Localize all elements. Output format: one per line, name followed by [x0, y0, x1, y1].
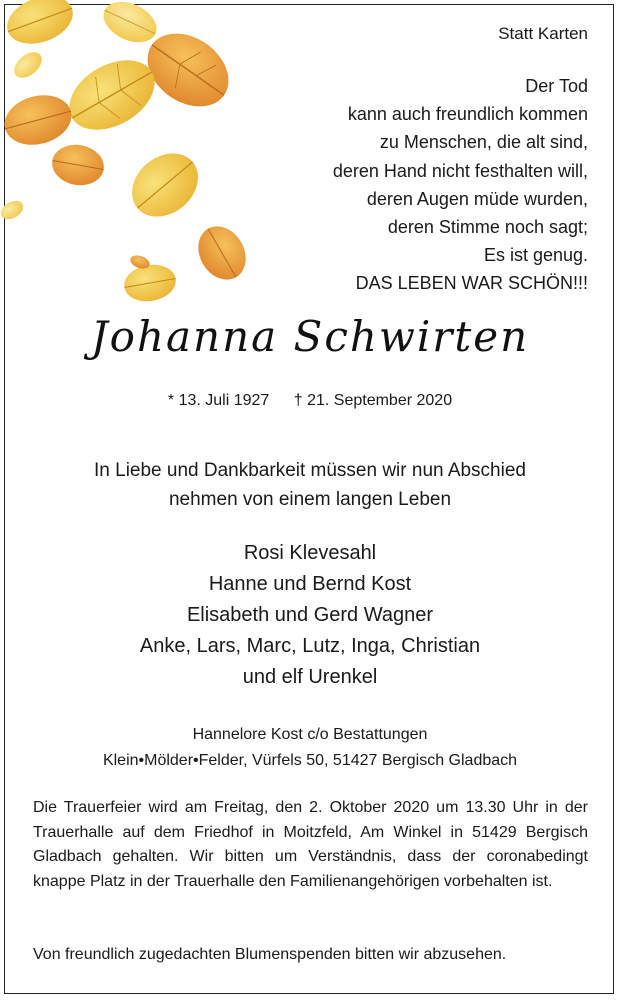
poem-line: Es ist genug.	[483, 245, 588, 266]
flowers-note: Von freundlich zugedachten Blumenspenden bitten wir abzusehen.	[33, 946, 507, 963]
poem-line: DAS LEBEN WAR SCHÖN!!!	[355, 273, 588, 294]
leaf-icon	[189, 218, 250, 288]
leaf-icon	[9, 47, 46, 83]
leaf-icon	[121, 261, 178, 305]
poem-line: kann auch freundlich kommen	[347, 104, 588, 125]
contact-line: Hannelore Kost c/o Bestattungen	[192, 726, 428, 743]
contact-address	[0, 722, 620, 774]
mourners-list	[0, 538, 620, 693]
death-date: † 21. September 2020	[293, 392, 453, 409]
ceremony-info: Die Trauerfeier wird am Freitag, den 2. Oktober 2020 um 13.30 Uhr in der Trauerhalle auf dem Friedhof in Moitzfeld, Am Winkel in 51429 Bergisch Gladbach gehalten. Wir bitten um Verständnis, dass der coronabedingt knappe Platz in der Trauerhalle den Familienangehörigen vorbehalten ist.	[33, 799, 588, 890]
leaf-icon	[1, 0, 80, 52]
poem-line: zu Menschen, die alt sind,	[379, 132, 588, 153]
mourner: Anke, Lars, Marc, Lutz, Inga, Christian	[139, 635, 481, 657]
poem-line: Der Tod	[525, 76, 588, 96]
leaf-icon	[0, 88, 77, 152]
statt-karten-label: Statt Karten	[498, 24, 588, 43]
farewell-text	[0, 456, 620, 514]
mourner: Hanne und Bernd Kost	[208, 573, 412, 595]
mourner: und elf Urenkel	[242, 666, 378, 688]
mourner: Rosi Klevesahl	[243, 542, 377, 564]
poem-line: deren Augen müde wurden,	[366, 188, 588, 209]
poem-line: deren Stimme noch sagt;	[387, 217, 588, 238]
poem-line: deren Hand nicht festhalten will,	[332, 160, 588, 181]
contact-line: Klein•Mölder•Felder, Vürfels 50, 51427 Bergisch Gladbach	[102, 752, 518, 769]
life-dates	[0, 392, 620, 410]
farewell-line: nehmen von einem langen Leben	[168, 489, 452, 510]
birth-date: * 13. Juli 1927	[167, 392, 270, 409]
autumn-leaves-illustration	[0, 0, 250, 310]
leaf-icon	[0, 197, 26, 223]
deceased-name: Johanna Schwirten	[90, 312, 530, 361]
mourner: Elisabeth und Gerd Wagner	[186, 604, 434, 626]
leaf-icon	[49, 141, 107, 189]
leaf-icon	[97, 0, 163, 50]
farewell-line: In Liebe und Dankbarkeit müssen wir nun Abschied	[94, 460, 526, 481]
leaf-icon	[119, 140, 210, 229]
poem	[288, 72, 588, 298]
